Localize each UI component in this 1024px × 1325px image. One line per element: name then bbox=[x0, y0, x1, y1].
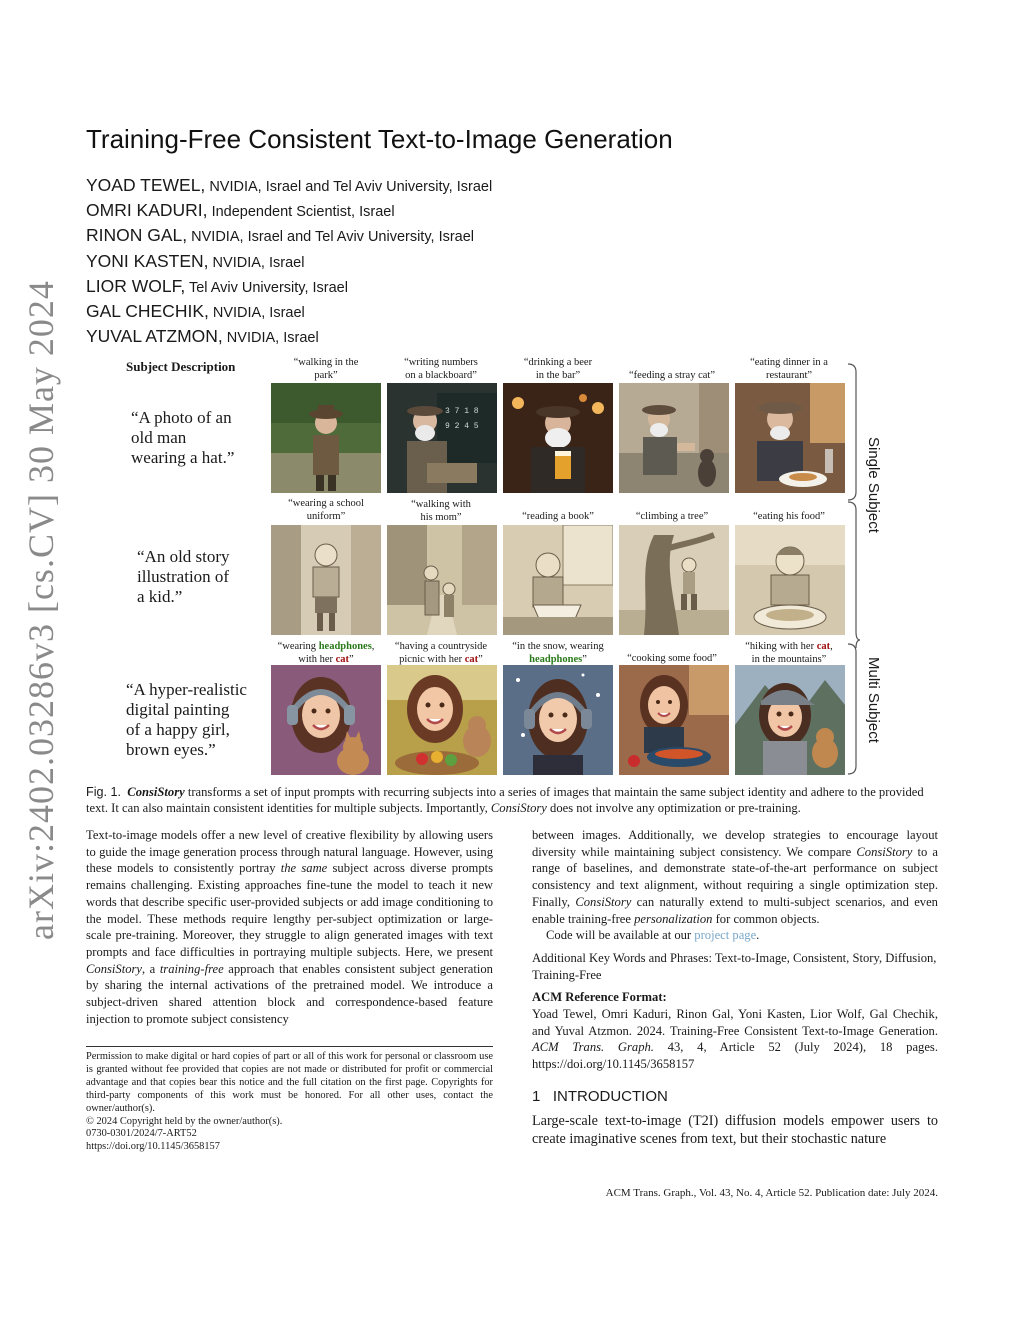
acm-reference-heading: ACM Reference Format: bbox=[532, 990, 667, 1005]
author-line: YUVAL ATZMON, NVIDIA, Israel bbox=[86, 326, 319, 347]
single-subject-label: Single Subject bbox=[865, 437, 882, 533]
multi-subject-label: Multi Subject bbox=[865, 657, 882, 743]
author-line: YOAD TEWEL, NVIDIA, Israel and Tel Aviv University, Israel bbox=[86, 175, 493, 195]
image-caption: “hiking with her cat, in the mountains” bbox=[745, 641, 833, 665]
image-girl-picnic-cat bbox=[387, 665, 497, 775]
image-girl-snow-headphones bbox=[503, 665, 613, 775]
subject-description-header: Subject Description bbox=[126, 359, 236, 374]
author-line: LIOR WOLF, Tel Aviv University, Israel bbox=[86, 275, 348, 296]
permission-notice: Permission to make digital or hard copies of part or all of this work for personal or classroom use is granted without fee provided that copies are not made or distributed for profit or commercial advantage and that copies bear this notice and the full citation on the first page. Copyrights for third-party components of this work must be honored. For all other uses, contact the owner/author(s). © 2024 Copyright held by the owner/author(s). 0730-0301/2024/7-ART52 https://doi.org/10.1145/3658157 bbox=[86, 1051, 493, 1153]
row1-description: “A photo of an old man wearing a hat.” bbox=[131, 408, 235, 467]
image-old-man-cat bbox=[619, 383, 729, 493]
abstract-right-column bbox=[532, 827, 938, 1073]
svg-text:3 7 1 8: 3 7 1 8 bbox=[445, 407, 479, 416]
image-caption: “reading a book” bbox=[522, 511, 594, 522]
image-old-man-park bbox=[271, 383, 381, 493]
image-girl-headphones-cat bbox=[271, 665, 381, 775]
image-caption: “writing numbers on a blackboard” bbox=[404, 357, 478, 381]
image-kid-walking-mom bbox=[387, 525, 497, 635]
image-caption: “eating dinner in a restaurant” bbox=[750, 357, 828, 381]
section-heading: 1 INTRODUCTION bbox=[532, 1088, 668, 1105]
keywords: Additional Key Words and Phrases: Text-to-Image, Consistent, Story, Diffusion, Training-Free bbox=[532, 950, 937, 982]
image-caption: “in the snow, wearing headphones” bbox=[512, 641, 604, 665]
image-caption: “wearing headphones, with her cat” bbox=[277, 641, 375, 665]
page-footer: ACM Trans. Graph., Vol. 43, No. 4, Article 52. Publication date: July 2024. bbox=[605, 1187, 938, 1199]
project-page-link[interactable]: project page bbox=[694, 928, 757, 943]
paper-title: Training-Free Consistent Text-to-Image Generation bbox=[86, 124, 673, 154]
svg-text:9 2 4 5: 9 2 4 5 bbox=[445, 422, 479, 431]
footnote-divider bbox=[86, 1046, 493, 1047]
image-caption: “walking with his mom” bbox=[411, 499, 471, 523]
image-caption: “feeding a stray cat” bbox=[629, 370, 715, 381]
author-list bbox=[86, 174, 492, 350]
code-availability: Code will be available at our project page. bbox=[546, 928, 760, 943]
abstract-paragraph: Text-to-image models offer a new level of creative flexibility by allowing users to guide the image generation process through natural language. However, using these models to consistently portray the same subject across diverse prompts remains challenging. Existing approaches fine-tune the model to teach it new words that describe specific user-provided subjects or add image conditioning to the model. These methods require lengthy per-subject optimization or large-scale pre-training. Moreover, they struggle to align generated images with text prompts and face difficulties in portraying multiple subjects. Here, we present ConsiStory, a training-free approach that enables consistent subject generation by sharing the internal activations of the pretrained model. We introduce a subject-driven shared attention block and correspondence-based feature injection to promote subject consistency bbox=[86, 828, 494, 1026]
image-girl-hiking-cat bbox=[735, 665, 845, 775]
author-line: RINON GAL, NVIDIA, Israel and Tel Aviv University, Israel bbox=[86, 225, 475, 246]
image-caption: “walking in the park” bbox=[293, 357, 359, 381]
row3-description: “A hyper-realistic digital painting of a happy girl, brown eyes.” bbox=[126, 680, 247, 759]
subject-brace bbox=[846, 362, 862, 776]
abstract-paragraph: between images. Additionally, we develop strategies to encourage layout diversity while maintaining subject consistency. We compare ConsiStory to a range of baselines, and demonstrate state-of-the-art performance on subject consistency and text alignment, without requiring a single optimization step. Finally, ConsiStory can naturally extend to multi-subject scenarios, and even enable training-free personalization for common objects. bbox=[532, 828, 938, 926]
row2-description: “An old story illustration of a kid.” bbox=[137, 547, 230, 606]
intro-paragraph: Large-scale text-to-image (T2I) diffusion models empower users to create imaginative scenes from text, but their stochastic nature bbox=[532, 1113, 938, 1147]
image-old-man-blackboard bbox=[387, 383, 497, 493]
image-old-man-bar bbox=[503, 383, 613, 493]
image-caption: “drinking a beer in the bar” bbox=[523, 357, 593, 381]
author-line: GAL CHECHIK, NVIDIA, Israel bbox=[86, 301, 305, 322]
author-line: YONI KASTEN, NVIDIA, Israel bbox=[86, 250, 305, 271]
image-caption: “wearing a school uniform” bbox=[288, 498, 364, 522]
image-caption: “climbing a tree” bbox=[635, 511, 709, 522]
figure-caption: Fig. 1. ConsiStory transforms a set of input prompts with recurring subjects into a series of images that maintain the same subject identity and adhere to the provided text. It can also maintain consistent identities for multiple subjects. Importantly, ConsiStory does not involve any optimization or pre-training. bbox=[86, 785, 924, 815]
author-line: OMRI KADURI, Independent Scientist, Israel bbox=[86, 200, 395, 221]
image-kid-eating-food bbox=[735, 525, 845, 635]
image-kid-reading-book bbox=[503, 525, 613, 635]
arxiv-stamp: arXiv:2402.03286v3 [cs.CV] 30 May 2024 bbox=[21, 280, 61, 940]
abstract-left-column bbox=[86, 827, 493, 1027]
image-girl-cooking bbox=[619, 665, 729, 775]
image-caption: “having a countryside picnic with her cat” bbox=[394, 641, 488, 665]
acm-reference: Yoad Tewel, Omri Kaduri, Rinon Gal, Yoni Kasten, Lior Wolf, Gal Chechik, and Yuval Atzmon. 2024. Training-Free Consistent Text-to-Image Generation. ACM Trans. Graph. 43, 4, Article 52 (July 2024), 18 pages. https://doi.org/10.1145/3658157 bbox=[532, 1007, 938, 1072]
image-caption: “cooking some food” bbox=[627, 653, 717, 664]
image-old-man-restaurant bbox=[735, 383, 845, 493]
image-kid-school-uniform bbox=[271, 525, 381, 635]
image-caption: “eating his food” bbox=[753, 511, 825, 522]
image-kid-climbing-tree bbox=[619, 525, 729, 635]
